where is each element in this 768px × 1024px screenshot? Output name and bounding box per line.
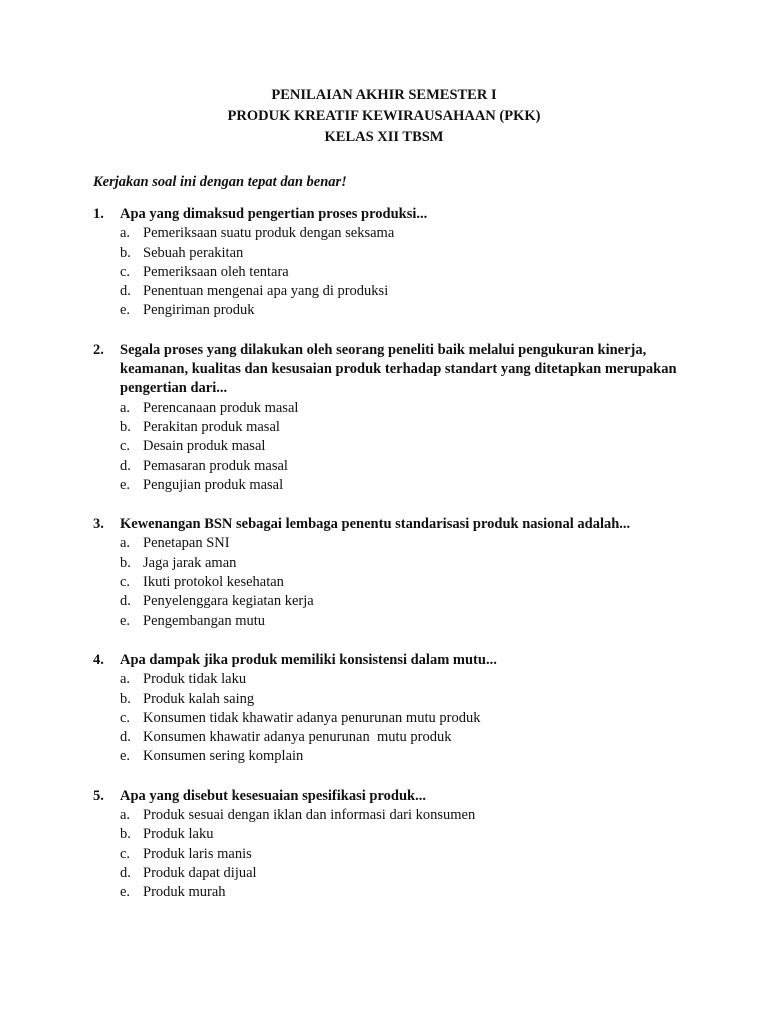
option-text: Pemeriksaan oleh tentara <box>143 263 289 280</box>
option-letter: a. <box>120 535 131 552</box>
option-c <box>120 573 693 592</box>
question-3 <box>93 515 693 631</box>
question-4 <box>93 651 693 767</box>
option-text: Pengiriman produk <box>143 302 255 319</box>
option-e <box>120 476 693 495</box>
option-b <box>120 418 693 437</box>
question-list <box>93 205 693 923</box>
option-d <box>120 282 693 301</box>
option-letter: b. <box>120 244 131 261</box>
option-b <box>120 554 693 573</box>
option-text: Perencanaan produk masal <box>143 399 299 416</box>
option-text: Produk laku <box>143 826 214 843</box>
option-text: Sebuah perakitan <box>143 244 244 261</box>
option-a <box>120 534 693 553</box>
option-letter: a. <box>120 225 131 242</box>
subject-title: PRODUK KREATIF KEWIRAUSAHAAN (PKK) <box>227 108 541 124</box>
question-stem <box>93 205 693 224</box>
question-number: 5. <box>93 787 104 804</box>
option-text: Penentuan mengenai apa yang di produksi <box>143 283 389 300</box>
option-list <box>93 224 693 320</box>
option-letter: c. <box>120 574 131 591</box>
option-list <box>93 534 693 630</box>
question-text: Apa yang disebut kesesuaian spesifikasi produk... <box>120 787 426 804</box>
option-text: Pengembangan mutu <box>143 612 266 629</box>
option-letter: d. <box>120 864 131 881</box>
option-c <box>120 263 693 282</box>
option-text: Produk kalah saing <box>143 690 255 707</box>
question-stem <box>93 341 693 399</box>
option-letter: c. <box>120 438 131 455</box>
option-text: Pengujian produk masal <box>143 476 284 493</box>
option-d <box>120 592 693 611</box>
option-text: Produk sesuai dengan iklan dan informasi dari konsumen <box>143 807 476 824</box>
option-d <box>120 457 693 476</box>
option-letter: a. <box>120 399 131 416</box>
option-letter: c. <box>120 263 131 280</box>
question-stem <box>93 515 693 534</box>
question-text: Apa dampak jika produk memiliki konsistensi dalam mutu... <box>120 651 497 668</box>
option-letter: d. <box>120 283 131 300</box>
option-text: Ikuti protokol kesehatan <box>143 574 284 591</box>
option-letter: b. <box>120 418 131 435</box>
question-text: Apa yang dimaksud pengertian proses produksi... <box>120 206 428 222</box>
option-text: Produk laris manis <box>143 845 252 862</box>
question-1 <box>93 205 693 321</box>
question-2 <box>93 341 693 495</box>
option-text: Pemeriksaan suatu produk dengan seksama <box>143 225 395 242</box>
option-text: Desain produk masal <box>143 438 266 455</box>
option-letter: b. <box>120 690 131 707</box>
option-letter: d. <box>120 729 131 746</box>
option-e <box>120 301 693 320</box>
option-a <box>120 806 693 825</box>
option-text: Pemasaran produk masal <box>143 457 288 474</box>
instruction-text: Kerjakan soal ini dengan tepat dan benar! <box>93 174 347 190</box>
question-stem <box>93 787 693 806</box>
question-number: 4. <box>93 651 104 668</box>
option-b <box>120 244 693 263</box>
option-d <box>120 728 693 747</box>
question-text: Segala proses yang dilakukan oleh seorang peneliti baik melalui pengukuran kinerja, keamanan, kualitas dan kesusaian produk terhadap standart yang ditetapkan merupakan pengertian dari... <box>120 341 677 397</box>
option-text: Produk dapat dijual <box>143 864 257 881</box>
option-b <box>120 690 693 709</box>
option-letter: c. <box>120 709 131 726</box>
option-letter: e. <box>120 748 131 765</box>
option-letter: d. <box>120 593 131 610</box>
question-5 <box>93 787 693 903</box>
option-a <box>120 670 693 689</box>
option-text: Jaga jarak aman <box>143 554 237 571</box>
option-list <box>93 670 693 766</box>
question-number: 3. <box>93 516 104 533</box>
option-text: Penyelenggara kegiatan kerja <box>143 593 314 610</box>
question-number: 1. <box>93 206 104 222</box>
class-title: KELAS XII TBSM <box>324 129 444 145</box>
option-letter: e. <box>120 884 131 901</box>
option-text: Konsumen tidak khawatir adanya penurunan mutu produk <box>143 709 481 726</box>
option-text: Konsumen khawatir adanya penurunan mutu produk <box>143 729 452 746</box>
option-e <box>120 883 693 902</box>
option-text: Perakitan produk masal <box>143 418 280 435</box>
option-letter: b. <box>120 826 131 843</box>
option-text: Penetapan SNI <box>143 535 230 552</box>
question-number: 2. <box>93 341 104 358</box>
option-c <box>120 845 693 864</box>
option-text: Produk tidak laku <box>143 671 247 688</box>
question-text: Kewenangan BSN sebagai lembaga penentu standarisasi produk nasional adalah... <box>120 516 631 533</box>
option-letter: c. <box>120 845 131 862</box>
option-letter: d. <box>120 457 131 474</box>
option-e <box>120 612 693 631</box>
option-letter: e. <box>120 302 131 319</box>
option-d <box>120 864 693 883</box>
option-a <box>120 399 693 418</box>
option-letter: a. <box>120 671 131 688</box>
option-letter: e. <box>120 476 131 493</box>
option-letter: b. <box>120 554 131 571</box>
option-letter: a. <box>120 807 131 824</box>
option-c <box>120 709 693 728</box>
option-c <box>120 437 693 456</box>
option-b <box>120 825 693 844</box>
question-stem <box>93 651 693 670</box>
document-header <box>0 85 768 148</box>
option-text: Produk murah <box>143 884 226 901</box>
option-e <box>120 747 693 766</box>
option-letter: e. <box>120 612 131 629</box>
option-a <box>120 224 693 243</box>
option-text: Konsumen sering komplain <box>143 748 304 765</box>
option-list <box>93 806 693 902</box>
option-list <box>93 399 693 495</box>
exam-title: PENILAIAN AKHIR SEMESTER I <box>271 87 497 103</box>
